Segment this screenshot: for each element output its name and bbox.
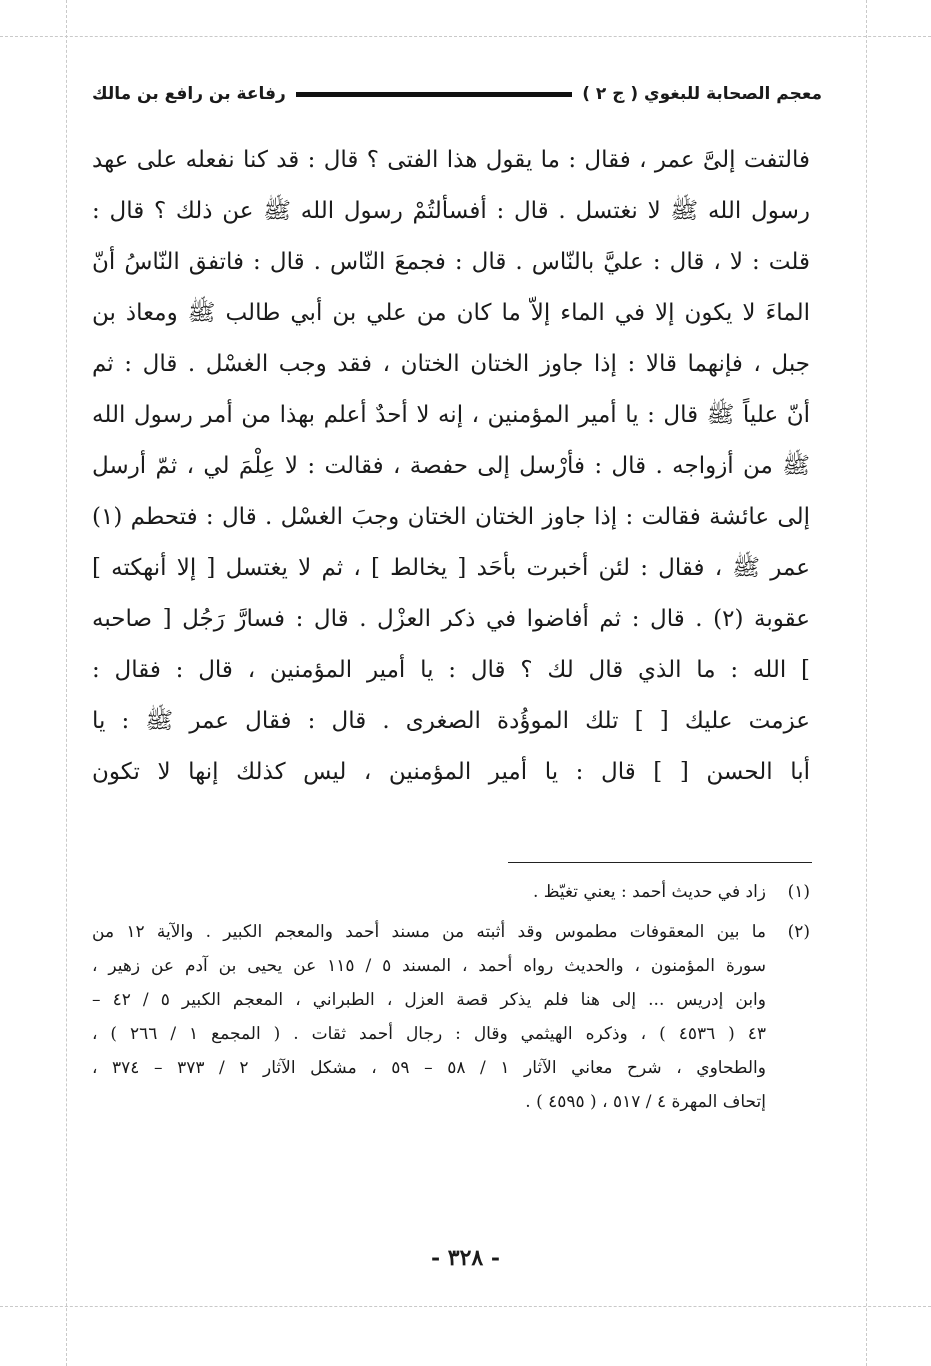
footnote-marker: (٢) xyxy=(787,922,810,942)
footnote-line: سورة المؤمنون ، والحديث رواه أحمد ، المسند ٥ / ١١٥ عن يحيى بن آدم عن زهير ، xyxy=(92,956,766,976)
footnote-line: إتحاف المهرة ٤ / ٥١٧ ، ( ٤٥٩٥ ) . xyxy=(525,1092,766,1112)
running-header xyxy=(92,76,822,112)
page-number: - ٣٢٨ - xyxy=(430,1245,501,1271)
text-line: إلى عائشة فقالت : إذا جاوز الختان الختان وجبَ الغسْل . قال : فتحطم (١) xyxy=(92,504,810,530)
text-line: عقوبة (٢) . قال : ثم أفاضوا في ذكر العزْل . قال : فسارَّ رَجُل [ صاحبه xyxy=(92,606,810,632)
footnote-line: زاد في حديث أحمد : يعني تغيّظ . xyxy=(532,882,766,902)
scan-guide-bottom xyxy=(0,1306,931,1307)
scan-guide-right xyxy=(866,0,867,1366)
text-line: عمر ﷺ ، فقال : لئن أخبرت بأحَد [ يخالط ] ، ثم لا يغتسل [ إلا أنهكته ] xyxy=(92,555,810,581)
text-line: قلت : لا ، قال : عليَّ بالنّاس . قال : فجمعَ النّاس . قال : فاتفق النّاسُ أنّ xyxy=(92,249,810,275)
text-line: ] الله : ما الذي قال لك ؟ قال : يا أمير المؤمنين ، قال : فقال : xyxy=(92,657,810,683)
main-text xyxy=(92,138,810,801)
footnote-line: وابن إدريس ... إلى هنا فلم يذكر قصة العزل ، الطبراني ، المعجم الكبير ٥ / ٤٢ – xyxy=(92,990,766,1010)
section-title: رفاعة بن رافع بن مالك xyxy=(92,84,286,104)
text-line: فالتفت إلىَّ عمر ، فقال : ما يقول هذا الفتى ؟ قال : قد كنا نفعله على عهد xyxy=(92,147,810,173)
footnotes xyxy=(92,875,810,1119)
text-line: رسول الله ﷺ لا نغتسل . قال : أفسألتُمْ رسول الله ﷺ عن ذلك ؟ قال : xyxy=(92,198,810,224)
footnote-line: ما بين المعقوفات مطموس وقد أثبته من مسند أحمد والمعجم الكبير . والآية ١٢ من xyxy=(92,922,766,942)
text-line: جبل ، فإنهما قالا : إذا جاوز الختان الختان ، فقد وجب الغسْل . قال : ثم xyxy=(92,351,810,377)
text-line: ﷺ من أزواجه . قال : فأرْسل إلى حفصة ، فقالت : لا عِلْمَ لي ، ثمّ أرسل xyxy=(92,453,810,479)
footnote-body xyxy=(92,875,766,909)
scan-guide-left xyxy=(66,0,67,1366)
text-line: أبا الحسن [ ] قال : يا أمير المؤمنين ، ليس كذلك إنها لا تكون xyxy=(92,759,810,785)
text-line: أنّ علياً ﷺ قال : يا أمير المؤمنين ، إنه لا أحدٌ أعلم بهذا من أمر رسول الله xyxy=(92,402,810,428)
header-rule xyxy=(296,92,572,97)
footnote-line: ٤٣ ( ٤٥٣٦ ) ، وذكره الهيثمي وقال : رجال أحمد ثقات . ( المجمع ١ / ٢٦٦ ) ، xyxy=(92,1024,767,1044)
text-line: الماءَ لا يكون إلا في الماء إلاّ ما كان من علي بن أبي طالب ﷺ ومعاذ بن xyxy=(92,300,810,326)
footnote-line: والطحاوي ، شرح معاني الآثار ١ / ٥٨ – ٥٩ ، مشكل الآثار ٢ / ٣٧٣ – ٣٧٤ ، xyxy=(92,1058,766,1078)
footnote xyxy=(92,915,810,1119)
book-title: معجم الصحابة للبغوي ( ج ٢ ) xyxy=(582,84,822,104)
footnote-body xyxy=(92,915,766,1119)
text-line: عزمت عليك [ ] تلك الموؤُدة الصغرى . قال : فقال عمر ﷺ : يا xyxy=(92,708,810,734)
footnote-marker: (١) xyxy=(787,882,810,902)
footnote xyxy=(92,875,810,909)
footnote-separator xyxy=(508,862,812,863)
scan-guide-top xyxy=(0,36,931,37)
